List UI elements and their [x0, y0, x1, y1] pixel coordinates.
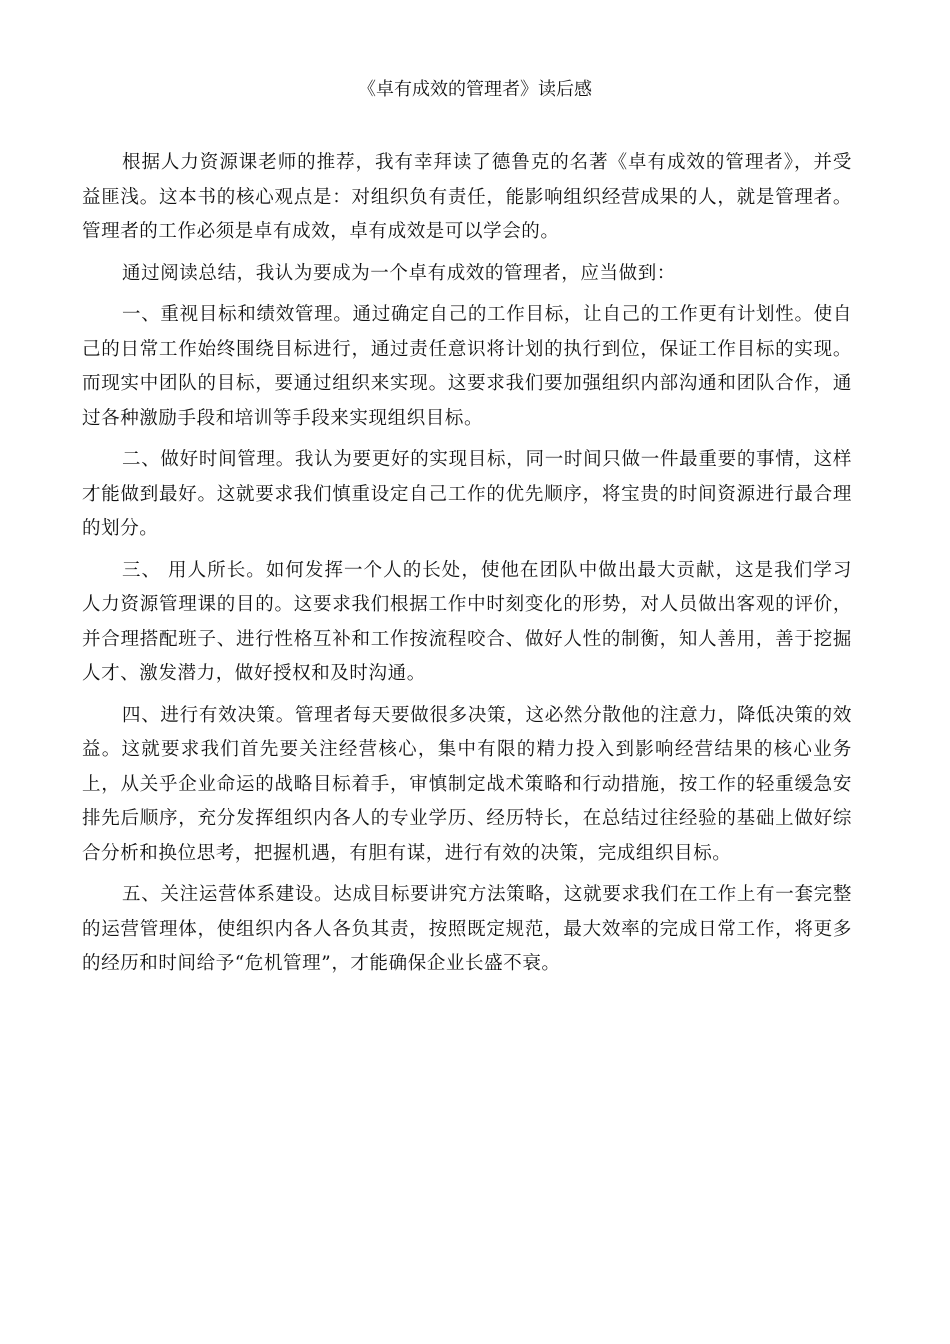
paragraph-summary: 通过阅读总结，我认为要成为一个卓有成效的管理者，应当做到： — [122, 262, 676, 284]
paragraph-intro: 根据人力资源课老师的推荐，我有幸拜读了德鲁克的名著《卓有成效的管理者》，并受益匪浅。这本书的核心观点是：对组织负有责任，能影响组织经营成果的人，就是管理者。管理者的工作必须是卓有成效，卓有成效是可以学会的。 — [82, 152, 852, 242]
paragraph-point-5: 五、关注运营体系建设。达成目标要讲究方法策略，这就要求我们在工作上有一套完整的运营管理体，使组织内各人各负其责，按照既定规范，最大效率的完成日常工作，将更多的经历和时间给予“危机管理”，才能确保企业长盛不衰。 — [82, 884, 852, 974]
paragraph-point-1: 一、重视目标和绩效管理。通过确定自己的工作目标，让自己的工作更有计划性。使自己的日常工作始终围绕目标进行，通过责任意识将计划的执行到位，保证工作目标的实现。而现实中团队的目标，要通过组织来实现。这要求我们要加强组织内部沟通和团队合作，通过各种激励手段和培训等手段来实现组织目标。 — [82, 304, 852, 429]
paragraph-point-3: 三、 用人所长。如何发挥一个人的长处，使他在团队中做出最大贡献，这是我们学习人力资源管理课的目的。这要求我们根据工作中时刻变化的形势，对人员做出客观的评价，并合理搭配班子、进行性格互补和工作按流程咬合、做好人性的制衡，知人善用，善于挖掘人才、激发潜力，做好授权和及时沟通。 — [82, 559, 852, 684]
paragraph-point-2: 二、做好时间管理。我认为要更好的实现目标，同一时间只做一件最重要的事情，这样才能做到最好。这就要求我们慎重设定自己工作的优先顺序，将宝贵的时间资源进行最合理的划分。 — [82, 449, 852, 539]
paragraph-point-4: 四、进行有效决策。管理者每天要做很多决策，这必然分散他的注意力，降低决策的效益。这就要求我们首先要关注经营核心，集中有限的精力投入到影响经营结果的核心业务上，从关乎企业命运的战略目标着手，审慎制定战术策略和行动措施，按工作的轻重缓急安排先后顺序，充分发挥组织内各人的专业学历、经历特长，在总结过往经验的基础上做好综合分析和换位思考，把握机遇，有胆有谋，进行有效的决策，完成组织目标。 — [82, 704, 852, 864]
document-body — [82, 146, 852, 989]
document-title: 《卓有成效的管理者》读后感 — [358, 79, 592, 100]
